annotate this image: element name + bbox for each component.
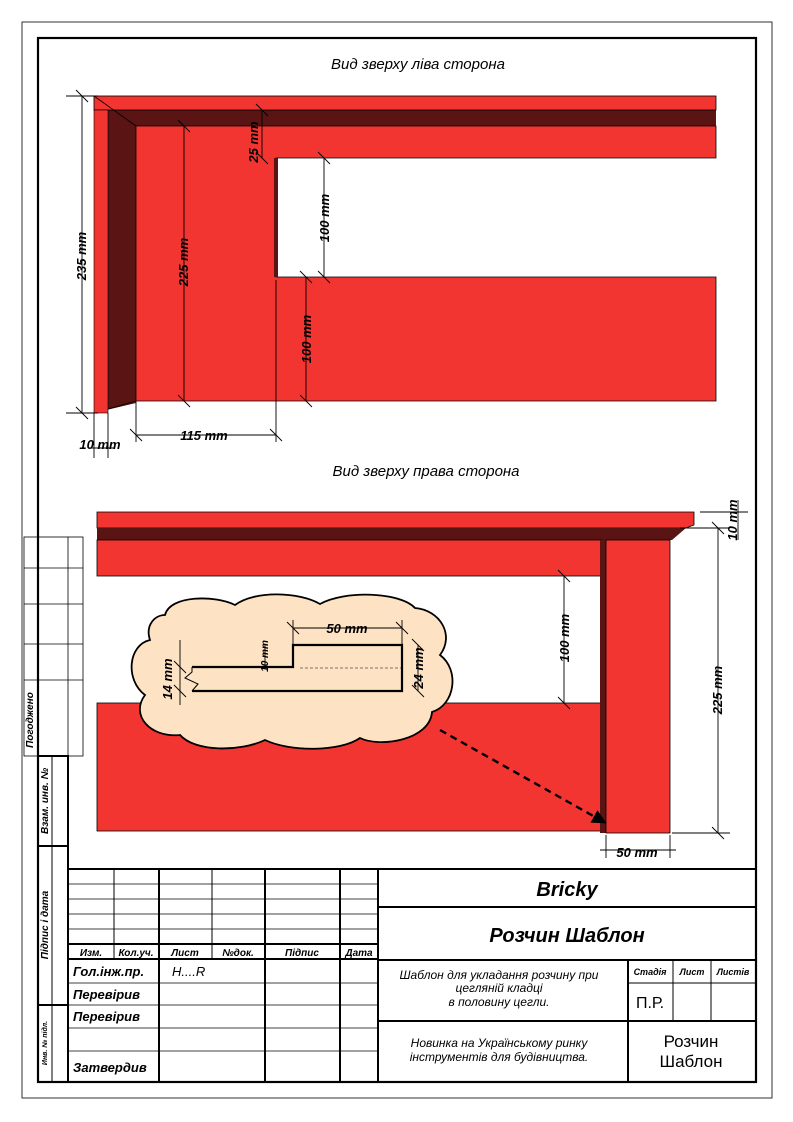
right-top-bar [97,512,694,528]
left-outer-strip [94,110,108,413]
dim-50-right: 50 mm [616,845,658,860]
detail-dim-50: 50 mm [326,621,368,636]
role-checked-2: Перевірив [73,1009,140,1024]
dim-115: 115 mm [180,428,228,443]
dim-100-lower: 100 mm [299,314,314,364]
description-line-3: в половину цегли. [448,995,550,1009]
stamp-substitute: Взам. инв. № [40,767,51,835]
header-list: Лист [171,948,199,959]
right-dark-band [97,528,686,540]
header-izm: Изм. [79,948,103,959]
right-view-title: Вид зверху права сторона [332,463,520,480]
document-title: Розчин Шаблон [489,925,645,947]
dim-225-right: 225 mm [710,665,725,715]
left-view-title: Вид зверху ліва сторона [331,56,505,73]
dim-100-upper: 100 mm [317,193,332,243]
header-date: Дата [345,948,373,959]
sheet-label: Лист [679,967,705,977]
stage-value: П.Р. [635,995,665,1012]
note-line-1: Новинка на Українському ринку [410,1036,588,1050]
dim-10-right: 10 mm [725,499,740,541]
role-checked-1: Перевірив [73,987,140,1002]
header-doc: №док. [222,948,254,959]
dim-100-right: 100 mm [557,613,572,663]
stamp-agreed: Погоджено [25,692,36,748]
sheets-label: Листів [716,967,750,977]
detail-dim-24: 24 mm [411,647,426,689]
name-line-1: Розчин [663,1032,719,1051]
right-post [606,540,670,833]
chief-signature: Н....R [172,964,206,979]
right-second-bar [97,540,602,576]
header-sign: Підпис [285,948,319,959]
detail-dim-14: 14 mm [160,658,175,700]
dim-25: 25 mm [246,121,261,163]
left-red-body [136,126,716,401]
left-slot-shadow [274,158,278,277]
role-approved: Затвердив [73,1060,147,1075]
stamp-inv-no: Инв. № підл. [42,1020,49,1066]
dim-235: 235 mm [74,231,89,281]
detail-dim-10: 10 mm [260,640,271,672]
header-kol: Кол.уч. [118,948,154,959]
detail-cloud [132,594,453,748]
dim-225-left: 225 mm [176,237,191,287]
role-chief-engineer: Гол.інж.пр. [73,964,145,979]
stamp-sign-date: Підпис і дата [40,890,51,960]
note-line-2: інструментів для будівництва. [409,1050,589,1064]
description-line-2: цегляній кладці [455,981,543,995]
name-line-2: Шаблон [659,1052,723,1071]
stage-label: Стадія [633,967,667,977]
dim-10-left: 10 mm [79,437,121,452]
company-name: Bricky [536,879,598,901]
description-line-1: Шаблон для укладання розчину при [399,968,599,982]
left-red-top-bar [94,96,716,110]
